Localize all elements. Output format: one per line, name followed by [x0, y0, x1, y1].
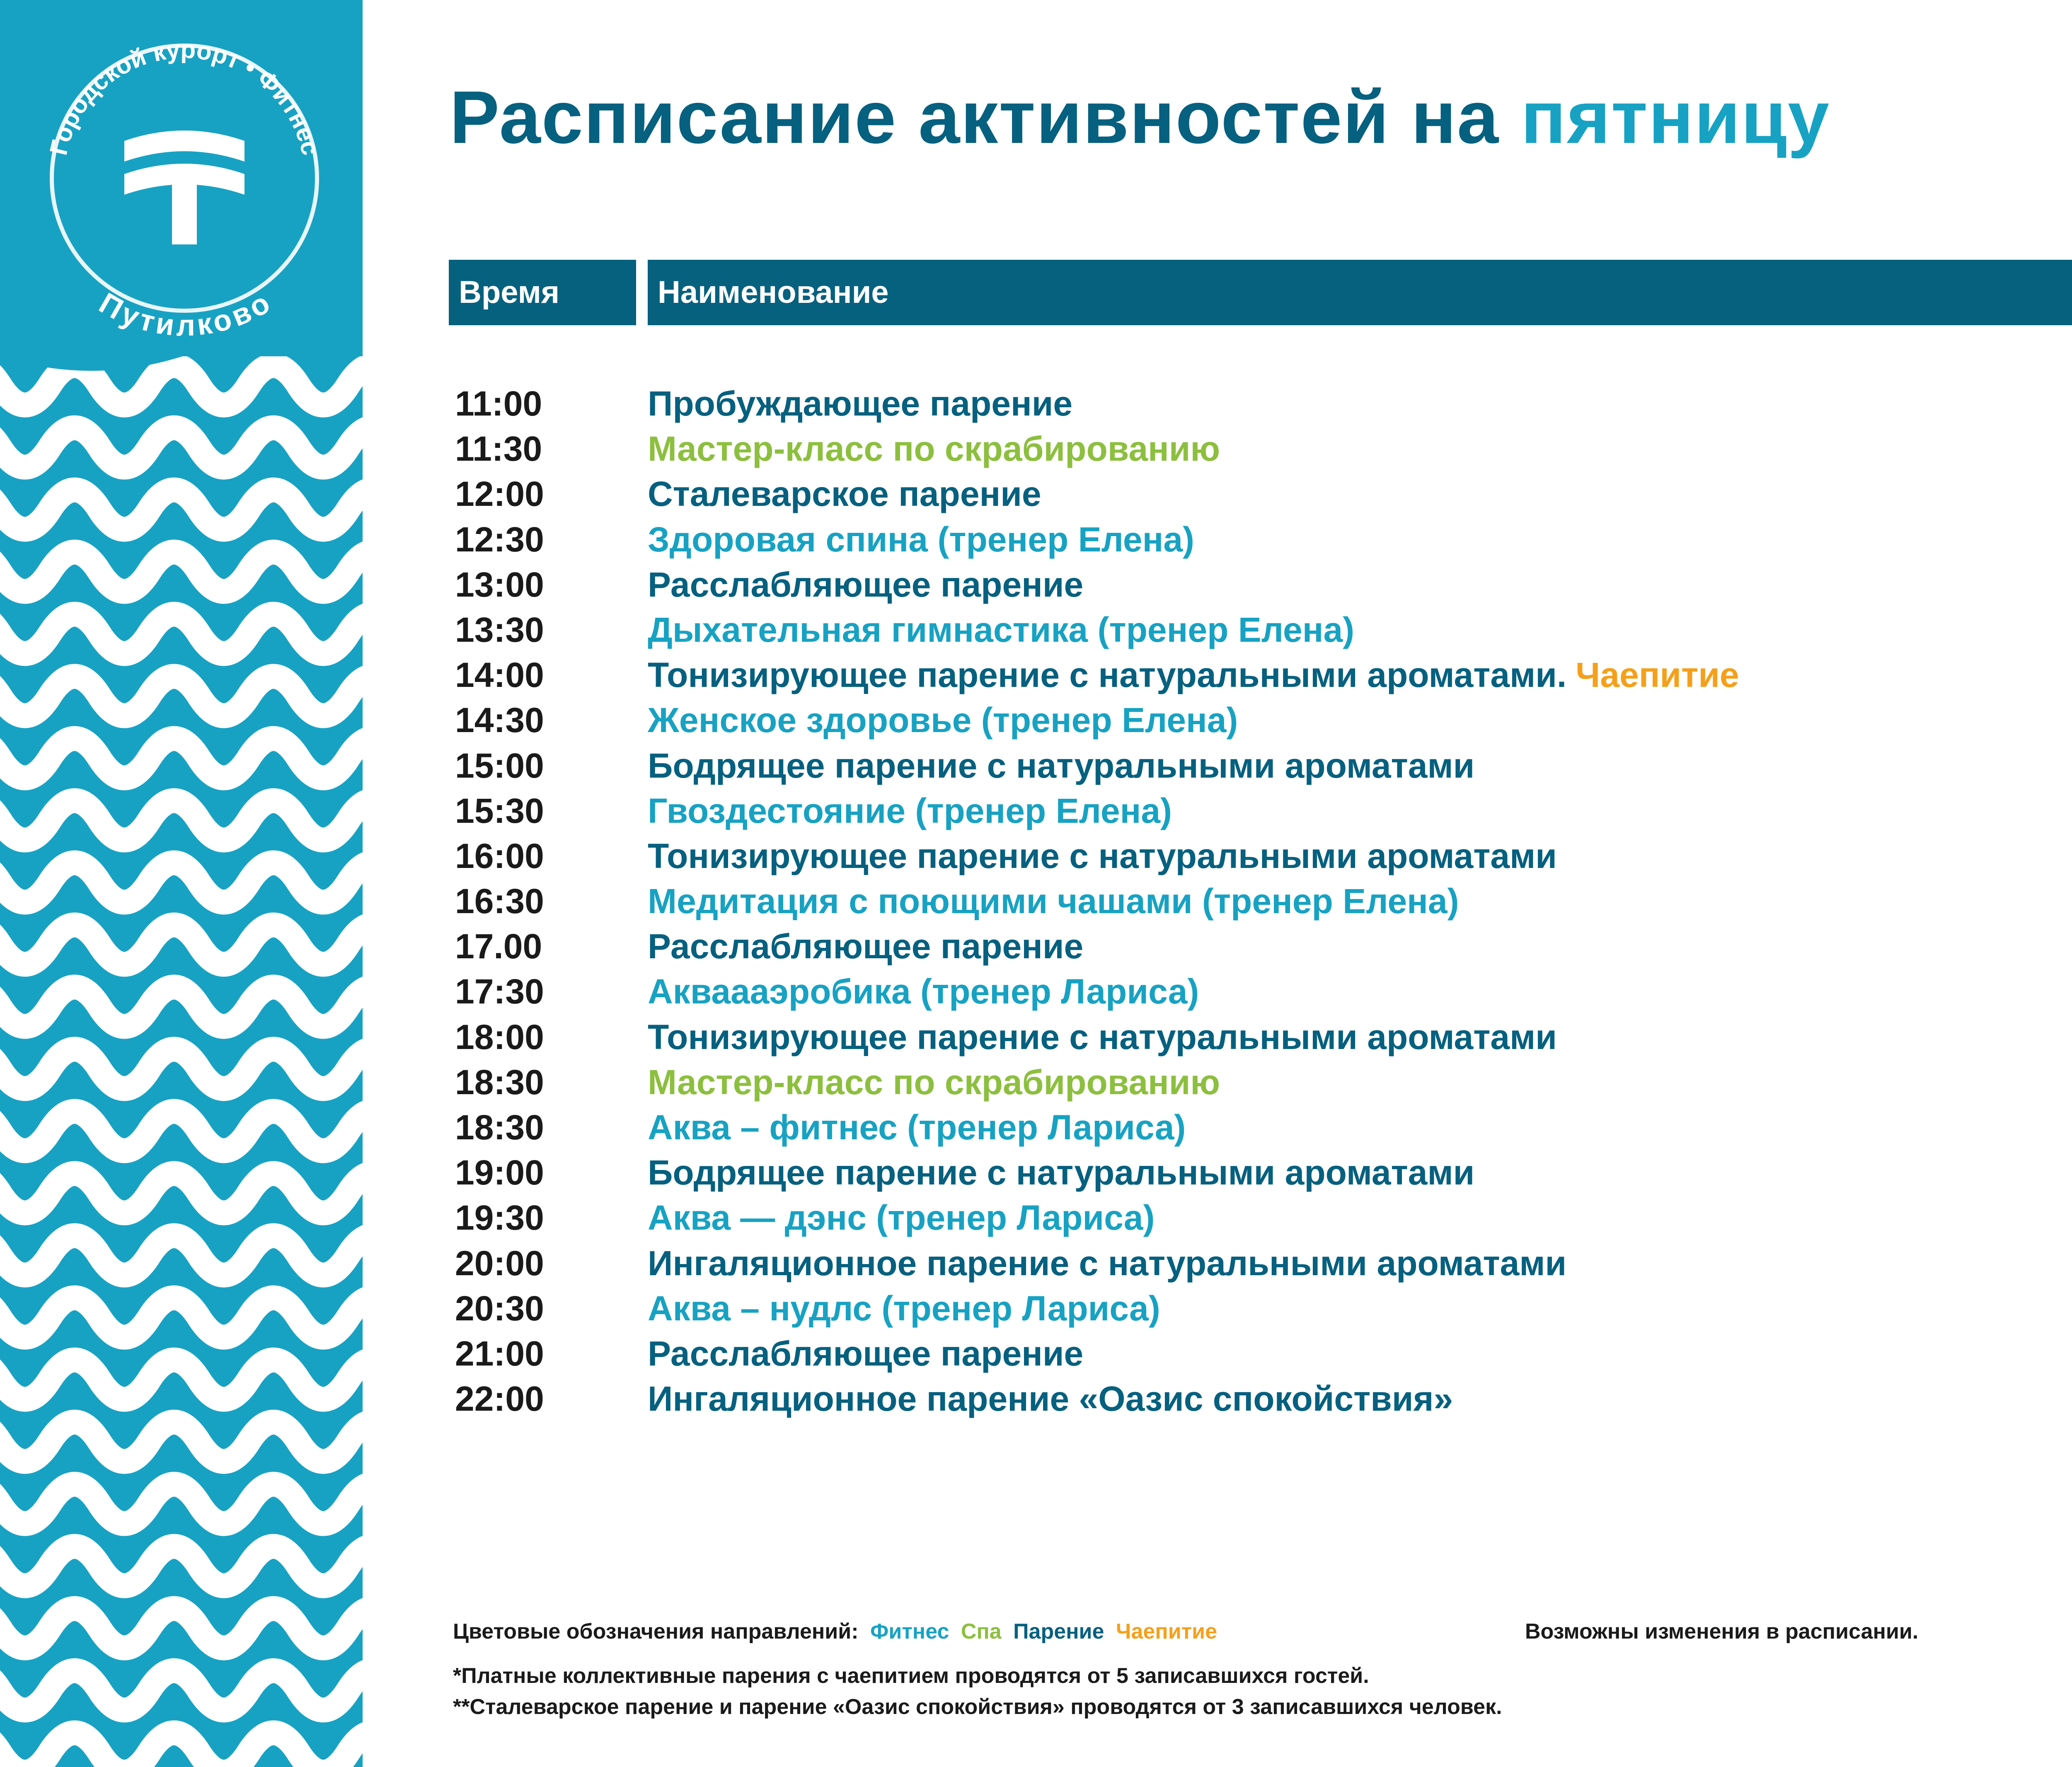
legend-tea: Чаепитие: [1116, 1620, 1218, 1644]
row-activity-name: [648, 1331, 1083, 1376]
footnote-1: *Платные коллективные парения с чаепитием проводятся от 5 записавшихся гостей.: [453, 1664, 1369, 1688]
table-row: [0, 1286, 2072, 1331]
table-row: [0, 788, 2072, 834]
row-time: 15:00: [455, 746, 544, 785]
row-activity-label: Ингаляционное парение с натуральными ароматами: [648, 1243, 1567, 1283]
table-row: [0, 607, 2072, 653]
row-time: 22:00: [455, 1379, 544, 1419]
row-activity-name: [648, 743, 1474, 788]
legend-parenie: Парение: [1013, 1620, 1104, 1644]
table-row: [0, 834, 2072, 879]
row-time: 15:30: [455, 791, 544, 830]
table-row: [0, 1060, 2072, 1105]
row-time: 17:30: [455, 972, 544, 1011]
footnote-2: **Сталеварское парение и парение «Оазис спокойствия» проводятся от 3 записавшихся человек.: [453, 1695, 1502, 1719]
row-activity-name: [648, 426, 1220, 471]
row-time: 19:00: [455, 1153, 544, 1192]
row-activity-label: Мастер-класс по скрабированию: [648, 1062, 1220, 1102]
row-time: 18:00: [455, 1017, 544, 1056]
row-activity-name: [648, 834, 1557, 879]
row-activity-label: Тонизирующее парение с натуральными ароматами: [648, 1017, 1557, 1056]
row-activity-label: Тонизирующее парение с натуральными ароматами.: [648, 655, 1567, 695]
row-activity-name: [648, 517, 1194, 562]
row-activity-name: [648, 969, 1199, 1014]
row-activity-name: [648, 1376, 1453, 1421]
row-time: 20:30: [455, 1288, 544, 1328]
table-row: [0, 698, 2072, 743]
row-activity-label: Гвоздестояние (тренер Елена): [648, 791, 1172, 830]
row-activity-label: Ингаляционное парение «Оазис спокойствия»: [648, 1379, 1453, 1419]
column-header-name: Наименование: [648, 260, 2072, 325]
row-activity-label: Бодрящее парение с натуральными ароматами: [648, 1153, 1475, 1192]
row-time: 16:30: [455, 882, 544, 921]
row-time: 16:00: [455, 836, 544, 875]
row-activity-label: Аква – фитнес (тренер Лариса): [648, 1108, 1186, 1147]
row-activity-label: Женское здоровье (тренер Елена): [648, 701, 1238, 740]
table-row: [0, 1150, 2072, 1195]
table-row: [0, 1331, 2072, 1376]
row-activity-extra: Чаепитие: [1576, 655, 1739, 695]
table-row: [0, 879, 2072, 924]
row-activity-name: [648, 1105, 1186, 1150]
row-activity-label: Дыхательная гимнастика (тренер Елена): [648, 610, 1355, 649]
row-activity-name: [648, 924, 1083, 969]
row-time: 17.00: [455, 927, 542, 966]
row-activity-label: Акваааэробика (тренер Лариса): [648, 972, 1199, 1011]
row-activity-label: Пробуждающее парение: [648, 384, 1073, 423]
schedule-changes-note: Возможны изменения в расписании.: [1525, 1620, 1919, 1644]
legend-spa: Спа: [961, 1620, 1002, 1644]
row-activity-label: Сталеварское парение: [648, 474, 1041, 514]
page-title-main: Расписание активностей на: [450, 76, 1499, 159]
table-row: [0, 924, 2072, 969]
color-legend: [453, 1619, 1223, 1644]
row-time: 21:00: [455, 1334, 544, 1373]
table-row: [0, 1015, 2072, 1060]
table-row: [0, 471, 2072, 517]
row-activity-name: [648, 471, 1041, 517]
table-row: [0, 1105, 2072, 1150]
row-time: 12:30: [455, 520, 544, 559]
row-activity-name: [648, 1060, 1220, 1105]
row-activity-label: Расслабляющее парение: [648, 1334, 1084, 1373]
row-activity-name: [648, 562, 1083, 607]
row-activity-label: Аква – нудлс (тренер Лариса): [648, 1288, 1160, 1328]
row-activity-label: Расслабляющее парение: [648, 927, 1084, 966]
table-row: [0, 653, 2072, 698]
row-activity-label: Расслабляющее парение: [648, 565, 1084, 604]
table-row: [0, 1376, 2072, 1421]
row-time: 18:30: [455, 1062, 544, 1102]
row-activity-label: Бодрящее парение с натуральными ароматами: [648, 746, 1475, 785]
table-row: [0, 1195, 2072, 1240]
row-time: 14:00: [455, 655, 544, 695]
row-activity-name: [648, 381, 1072, 426]
page-title-accent: пятницу: [1521, 76, 1830, 159]
table-row: [0, 517, 2072, 562]
table-row: [0, 562, 2072, 607]
row-time: 18:30: [455, 1108, 544, 1147]
legend-label: Цветовые обозначения направлений:: [453, 1620, 859, 1644]
row-activity-label: Медитация с поющими чашами (тренер Елена): [648, 882, 1459, 921]
row-activity-label: Тонизирующее парение с натуральными ароматами: [648, 836, 1557, 875]
logo-circle-text-top: Городской курорт • Фитнес: [44, 35, 325, 158]
row-activity-name: [648, 1015, 1557, 1060]
row-activity-name: [648, 653, 1739, 698]
row-activity-name: [648, 879, 1459, 924]
row-time: 12:00: [455, 474, 544, 514]
row-time: 11:30: [455, 429, 542, 469]
row-activity-name: [648, 1195, 1155, 1240]
row-activity-name: [648, 1150, 1474, 1195]
table-row: [0, 1241, 2072, 1286]
row-activity-name: [648, 607, 1354, 653]
legend-fitness: Фитнес: [870, 1620, 949, 1644]
table-row: [0, 743, 2072, 788]
row-time: 19:30: [455, 1198, 544, 1238]
row-activity-name: [648, 1286, 1160, 1331]
page-title: [450, 75, 1830, 160]
row-activity-name: [648, 1241, 1566, 1286]
row-time: 13:00: [455, 565, 544, 604]
row-activity-label: Здоровая спина (тренер Елена): [648, 520, 1195, 559]
logo-circle-text-bottom: Путилково: [93, 286, 276, 343]
row-time: 13:30: [455, 610, 544, 649]
table-row: [0, 426, 2072, 471]
column-header-time: Время: [449, 260, 636, 325]
schedule-table: [0, 381, 2072, 1421]
table-row: [0, 381, 2072, 426]
row-activity-name: [648, 698, 1238, 743]
row-activity-label: Аква — дэнс (тренер Лариса): [648, 1198, 1155, 1238]
row-time: 20:00: [455, 1243, 544, 1283]
row-time: 11:00: [455, 384, 542, 423]
row-time: 14:30: [455, 701, 544, 740]
row-activity-label: Мастер-класс по скрабированию: [648, 429, 1220, 469]
row-activity-name: [648, 788, 1172, 834]
table-row: [0, 969, 2072, 1014]
